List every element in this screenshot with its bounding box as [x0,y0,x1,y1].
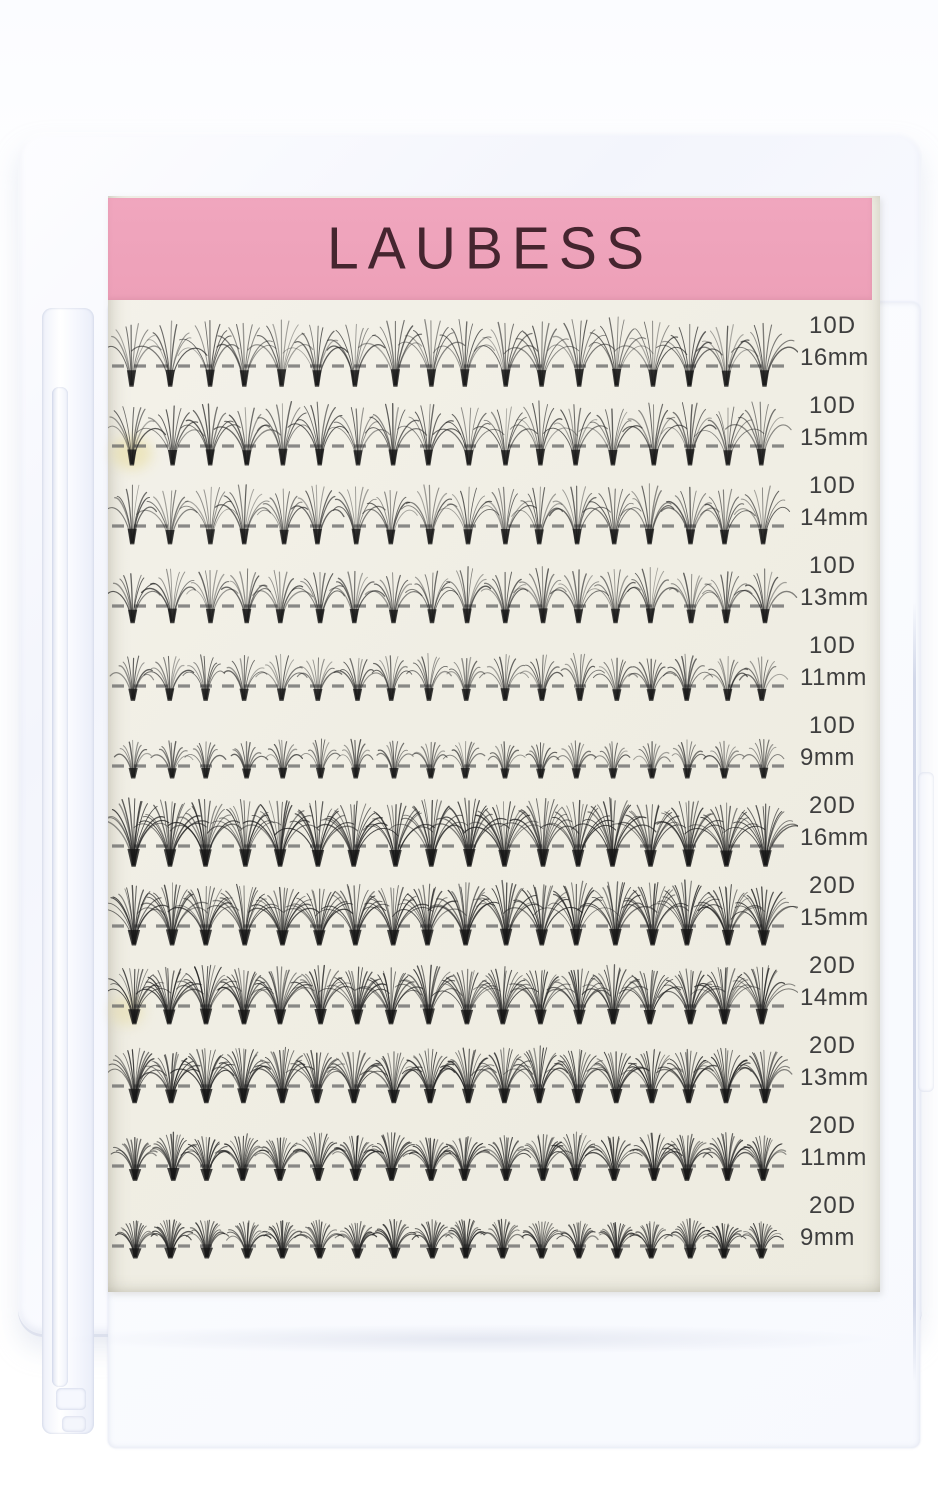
row-density-label: 10D [809,312,857,339]
case-latch-seam [913,602,916,1382]
lash-cluster [557,1221,598,1258]
lash-row [108,1172,880,1276]
row-density-label: 10D [809,472,857,499]
lash-cluster [227,1221,271,1259]
row-length-label: 9mm [800,1224,855,1251]
row-labels [800,550,880,614]
row-labels [800,470,880,534]
lash-strip [108,1172,798,1276]
row-labels [800,790,880,854]
row-density-label: 20D [809,1112,857,1139]
row-labels [800,1190,880,1254]
row-density-label: 10D [809,392,857,419]
row-density-label: 20D [809,1192,857,1219]
row-labels [800,1030,880,1094]
row-density-label: 20D [809,872,857,899]
lash-rows [108,196,880,1292]
case-latch-tab [918,772,934,1092]
row-length-label: 16mm [800,344,869,371]
lash-tray-card [108,196,880,1292]
row-length-label: 14mm [800,984,869,1011]
row-labels [800,710,880,774]
case-hinge-rod [52,387,68,1387]
lash-cluster [116,1221,158,1259]
lash-cluster [151,1220,192,1258]
lash-cluster [335,1222,376,1259]
row-labels [800,390,880,454]
row-length-label: 16mm [800,824,869,851]
lash-cluster [665,1219,712,1259]
row-labels [800,950,880,1014]
row-length-label: 13mm [800,584,869,611]
row-density-label: 10D [809,552,857,579]
row-length-label: 9mm [800,744,855,771]
lash-cluster [263,1221,308,1259]
lash-cluster [703,1224,746,1259]
row-density-label: 10D [809,632,857,659]
lash-cluster [412,1220,453,1259]
row-length-label: 14mm [800,504,869,531]
row-length-label: 11mm [800,664,867,691]
row-labels [800,310,880,374]
row-labels [800,870,880,934]
lash-cluster [295,1220,345,1259]
lash-cluster [186,1220,228,1258]
row-labels [800,1110,880,1174]
lash-cluster [373,1220,419,1259]
lash-cluster [481,1219,523,1258]
row-density-label: 20D [809,1032,857,1059]
row-length-label: 13mm [800,1064,869,1091]
lash-cluster [630,1222,672,1259]
row-density-label: 10D [809,712,857,739]
lash-cluster [446,1219,485,1258]
row-density-label: 20D [809,792,857,819]
case-shadow [60,1324,890,1354]
brand-banner [108,198,872,300]
row-labels [800,630,880,694]
lash-cluster [599,1223,641,1259]
case-hinge-notch [56,1388,86,1410]
brand-title: LAUBESS [327,215,653,282]
row-length-label: 11mm [800,1144,867,1171]
row-length-label: 15mm [800,904,869,931]
case-hinge-notch [62,1416,86,1432]
case-hinge-strip [42,308,94,1434]
lash-cluster [741,1222,783,1259]
row-length-label: 15mm [800,424,869,451]
row-density-label: 20D [809,952,857,979]
lash-cluster [522,1221,563,1258]
